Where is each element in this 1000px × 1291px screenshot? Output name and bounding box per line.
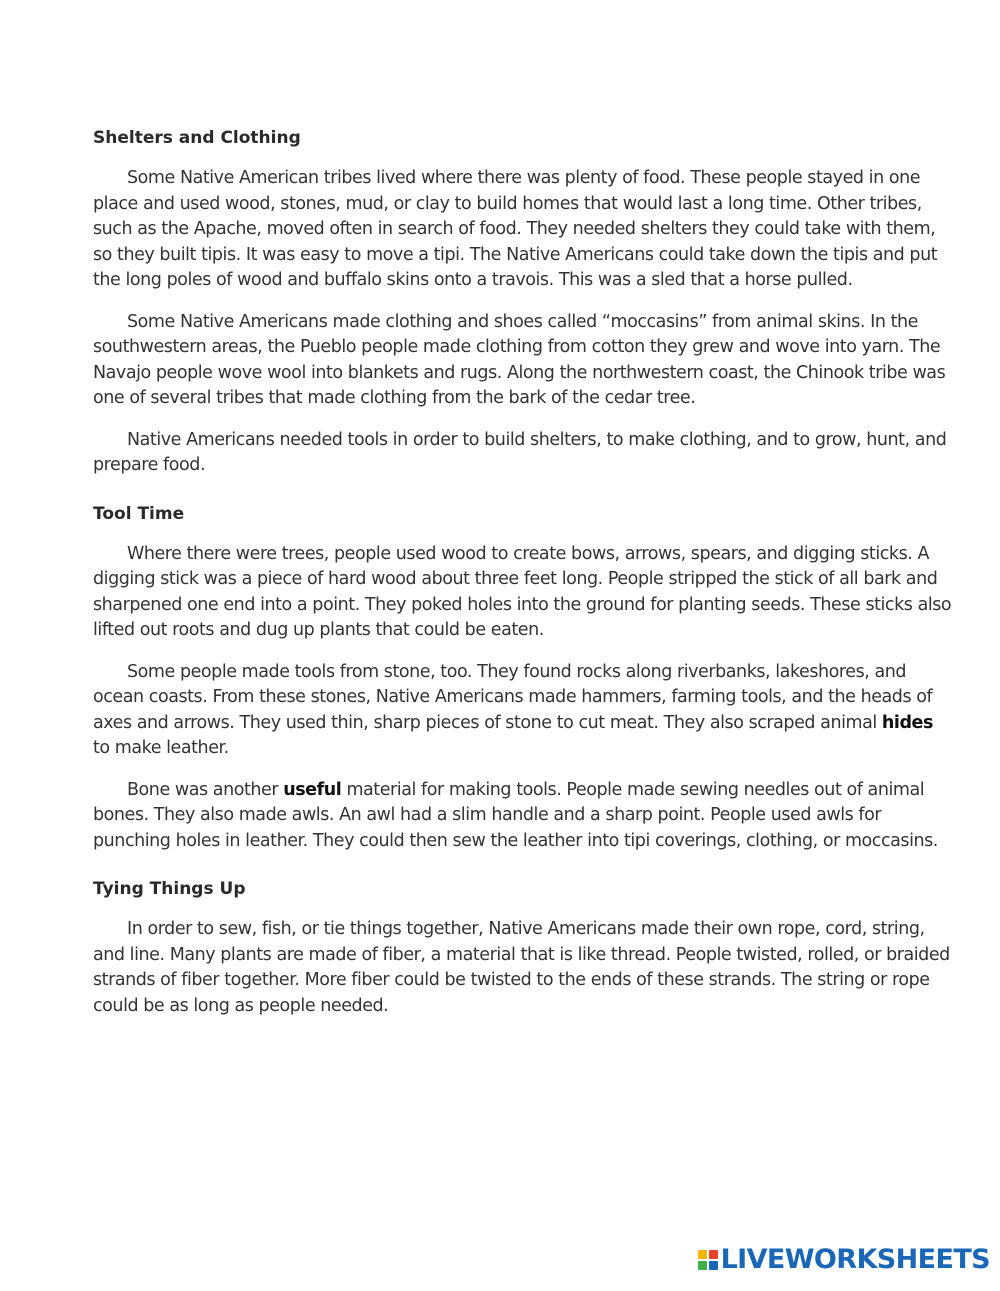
section-heading-tying-things-up: Tying Things Up [93, 879, 246, 899]
paragraph [93, 778, 953, 855]
logo-block [709, 1250, 718, 1259]
paragraph [93, 660, 953, 762]
logo-block [709, 1261, 718, 1270]
liveworksheets-logo[interactable] [698, 1245, 990, 1275]
bold-word-hides: hides [881, 712, 933, 733]
logo-block [698, 1261, 707, 1270]
paragraph: Where there were trees, people used wood to create bows, arrows, spears, and digging sticks. A digging stick was a piece of hard wood about three feet long. People stripped the stick of all bark and sharpened one end into a point. They poked holes into the ground for planting seeds. These sticks also lifted out roots and dug up plants that could be eaten. [93, 543, 952, 640]
section-heading-shelters: Shelters and Clothing [93, 128, 301, 148]
section-heading-tool-time: Tool Time [93, 503, 185, 524]
paragraph-text: Bone was another [127, 779, 284, 800]
logo-blocks-icon [698, 1250, 718, 1270]
paragraph: Some Native Americans made clothing and shoes called “moccasins” from animal skins. In the southwestern areas, the Pueblo people made clothing from cotton they grew and wove into yarn. The Navajo people wove wool into blankets and rugs. Along the northwestern coast, the Chinook tribe was one of several tribes that made clothing from the bark of the cedar tree. [93, 311, 946, 408]
logo-text: LIVEWORKSHEETS [720, 1244, 990, 1275]
paragraph-text: to make leather. [93, 738, 229, 758]
paragraph: In order to sew, fish, or tie things together, Native Americans made their own rope, cord, string, and line. Many plants are made of fiber, a material that is like thread. People twisted, rolled, or braided strands of fiber together. More fiber could be twisted to the ends of these strands. The string or rope could be as long as people needed. [93, 919, 950, 1016]
paragraph-text: material for making tools. People made sewing needles out of animal bones. They also made awls. An awl had a slim handle and a sharp point. People used awls for punching holes in leather. They could then sew the leather into tipi coverings, clothing, or moccasins. [93, 779, 938, 851]
paragraph-text: Some people made tools from stone, too. They found rocks along riverbanks, lakeshores, and ocean coasts. From these stones, Native Americans made hammers, farming tools, and the heads of axes and arrows. They used thin, sharp pieces of stone to cut meat. They also scraped animal [93, 661, 933, 733]
logo-block [698, 1250, 707, 1259]
worksheet-page [93, 126, 953, 1019]
paragraph: Native Americans needed tools in order to build shelters, to make clothing, and to grow, hunt, and prepare food. [93, 429, 947, 475]
paragraph: Some Native American tribes lived where there was plenty of food. These people stayed in one place and used wood, stones, mud, or clay to build homes that would last a long time. Other tribes, such as the Apache, moved often in search of food. They needed shelters they could take with them, so they built tipis. It was easy to move a tipi. The Native Americans could take down the tipis and put the long poles of wood and buffalo skins onto a travois. This was a sled that a horse pulled. [93, 168, 938, 290]
bold-word-useful: useful [283, 779, 342, 800]
